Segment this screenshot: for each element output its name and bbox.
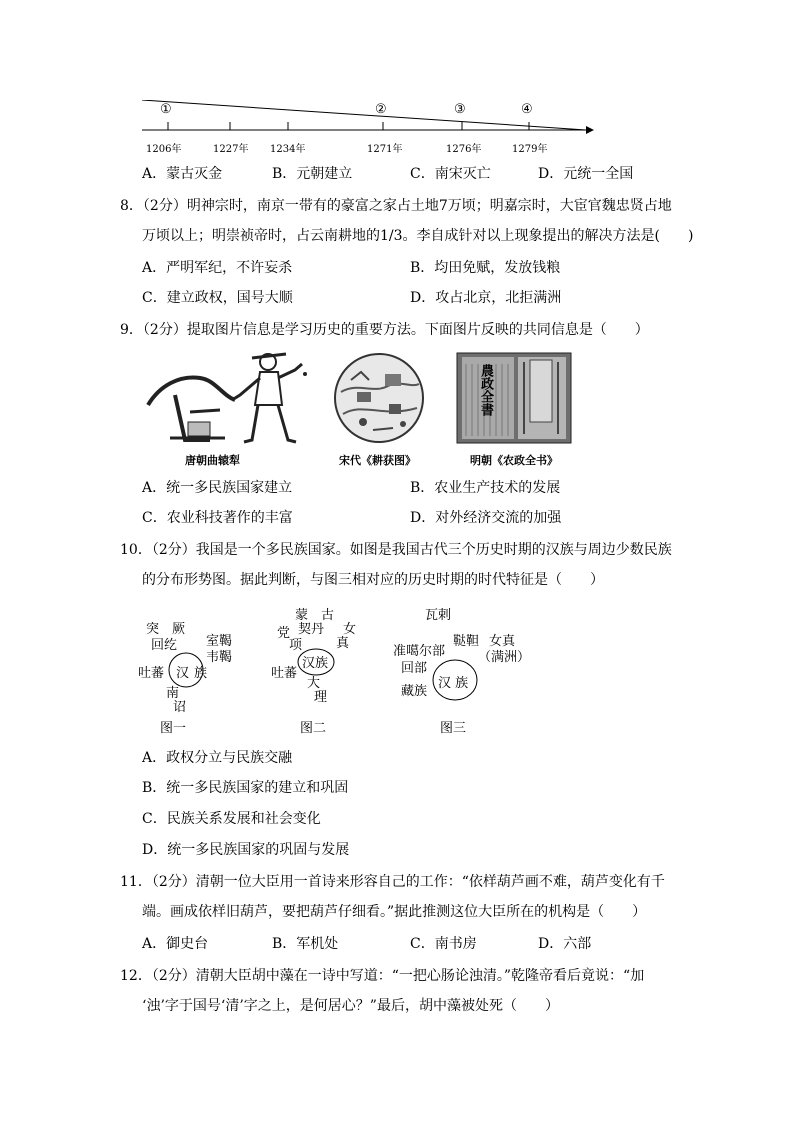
marker-4: ④: [521, 102, 533, 117]
fig1-huihe: 回纥: [151, 638, 178, 653]
timeline-line: [142, 100, 586, 130]
fig3-caption: 图三: [440, 721, 467, 736]
tang-plough-image: [140, 350, 310, 450]
fig2-dang: 党: [277, 626, 291, 641]
ming-book-image: [456, 352, 572, 444]
tick-label-1227: 1227年: [213, 144, 249, 155]
fig1-mohe: 韦鞨: [206, 650, 233, 665]
q8-stem-line2: 万顷以上；明崇祯帝时，占云南耕地的1/3。李自成针对以上现象提出的解决方法是( ): [142, 228, 694, 244]
fig1-shiwei: 室鞨: [206, 634, 233, 649]
fig2-tubo: 吐蕃: [271, 666, 298, 681]
song-painting-image: [333, 352, 425, 444]
q7-option-a[interactable]: A．蒙古灭金: [142, 166, 223, 182]
tick-label-1206: 1206年: [146, 144, 182, 155]
fig3-dada: 鞑靼: [453, 634, 480, 649]
fig2-zhen: 真: [336, 636, 350, 651]
q7-option-c[interactable]: C．南宋灭亡: [410, 166, 491, 182]
fig2-menggu: 蒙 古: [295, 608, 335, 623]
timeline-arrow-icon: [586, 126, 594, 134]
fig2-qidan: 契丹: [298, 622, 325, 637]
q8-option-a[interactable]: A．严明军纪，不许妄杀: [142, 260, 293, 276]
tick-label-1279: 1279年: [512, 144, 548, 155]
fig1-tubo: 吐蕃: [138, 666, 165, 681]
q8-option-d[interactable]: D．攻占北京，北拒满洲: [410, 290, 562, 306]
q10-option-c[interactable]: C．民族关系发展和社会变化: [142, 811, 321, 827]
fig3-han: 汉 族: [438, 676, 469, 691]
fig1-nan: 南: [166, 686, 180, 701]
fig1-han: 汉: [176, 666, 190, 681]
fig2-nv: 女: [343, 622, 357, 637]
q11-stem-line2: 端。画成依样旧葫芦，要把葫芦仔细看。”据此推测这位大臣所在的机构是（ ）: [142, 904, 647, 920]
caption-song-painting: 宋代《耕获图》: [339, 454, 416, 467]
tick-label-1234: 1234年: [270, 144, 306, 155]
fig2-caption: 图二: [300, 721, 327, 736]
fig3-zangzu: 藏族: [401, 684, 428, 699]
marker-2: ②: [375, 102, 387, 117]
fig1-tujue: 突 厥: [146, 622, 186, 637]
q10-option-d[interactable]: D．统一多民族国家的巩固与发展: [142, 842, 350, 858]
q9-option-a[interactable]: A．统一多民族国家建立: [142, 480, 293, 496]
q12-stem-line2: ‘浊’字于国号‘清’字之上，是何居心？”最后，胡中藻被处死（ ）: [142, 998, 559, 1014]
q11-stem-line1: 11．（2分）清朝一位大臣用一首诗来形容自己的工作：“依样葫芦画不难，葫芦变化有千: [120, 874, 665, 890]
q9-option-c[interactable]: C．农业科技著作的丰富: [142, 510, 293, 526]
q11-option-c[interactable]: C．南书房: [410, 936, 477, 952]
q12-stem-line1: 12．（2分）清朝大臣胡中藻在一诗中写道：“一把心肠论浊清。”乾隆帝看后竟说：“加: [120, 968, 645, 984]
fig2-han: 汉族: [302, 656, 329, 671]
fig1-caption: 图一: [160, 721, 187, 736]
q8-option-c[interactable]: C．建立政权，国号大顺: [142, 290, 293, 306]
q11-option-b[interactable]: B．军机处: [272, 936, 339, 952]
tick-label-1276: 1276年: [446, 144, 482, 155]
fig1-zhao: 诏: [173, 700, 187, 715]
book-title: 農政全書: [478, 364, 493, 416]
fig3-wala: 瓦剌: [425, 608, 452, 623]
fig3-zhungeer: 准噶尔部: [393, 644, 446, 659]
fig3-huibu: 回部: [401, 661, 428, 676]
fig3-manzhou: （满洲）: [478, 650, 531, 665]
q10-stem-line2: 的分布形势图。据此判断，与图三相对应的历史时期的时代特征是（ ）: [142, 572, 604, 588]
q10-option-b[interactable]: B．统一多民族国家的建立和巩固: [142, 780, 349, 796]
q9-stem: 9．（2分）提取图片信息是学习历史的重要方法。下面图片反映的共同信息是（ ）: [120, 322, 649, 338]
tick-label-1271: 1271年: [367, 144, 403, 155]
q8-stem-line1: 8．（2分）明神宗时，南京一带有的豪富之家占土地7万顷；明嘉宗时，大宦官魏忠贤占地: [120, 198, 672, 214]
fig2-li: 理: [314, 690, 328, 705]
marker-1: ①: [160, 102, 172, 117]
caption-ming-book: 明朝《农政全书》: [470, 454, 558, 467]
q10-stem-line1: 10．（2分）我国是一个多民族国家。如图是我国古代三个历史时期的汉族与周边少数民族: [120, 542, 672, 558]
q11-option-d[interactable]: D．六部: [538, 936, 592, 952]
q7-option-d[interactable]: D．元统一全国: [538, 166, 634, 182]
fig2-da: 大: [307, 676, 321, 691]
caption-tang-plough: 唐朝曲辕犁: [185, 454, 240, 467]
fig1-zu: 族: [194, 666, 208, 681]
fig2-xiang: 项: [289, 638, 303, 653]
q11-option-a[interactable]: A．御史台: [142, 936, 209, 952]
q10-option-a[interactable]: A．政权分立与民族交融: [142, 750, 293, 766]
fig3-nvzhen: 女真: [489, 634, 516, 649]
q9-option-d[interactable]: D．对外经济交流的加强: [410, 510, 562, 526]
q8-option-b[interactable]: B．均田免赋，发放钱粮: [410, 260, 561, 276]
q9-option-b[interactable]: B．农业生产技术的发展: [410, 480, 561, 496]
q7-option-b[interactable]: B．元朝建立: [272, 166, 353, 182]
marker-3: ③: [454, 102, 466, 117]
